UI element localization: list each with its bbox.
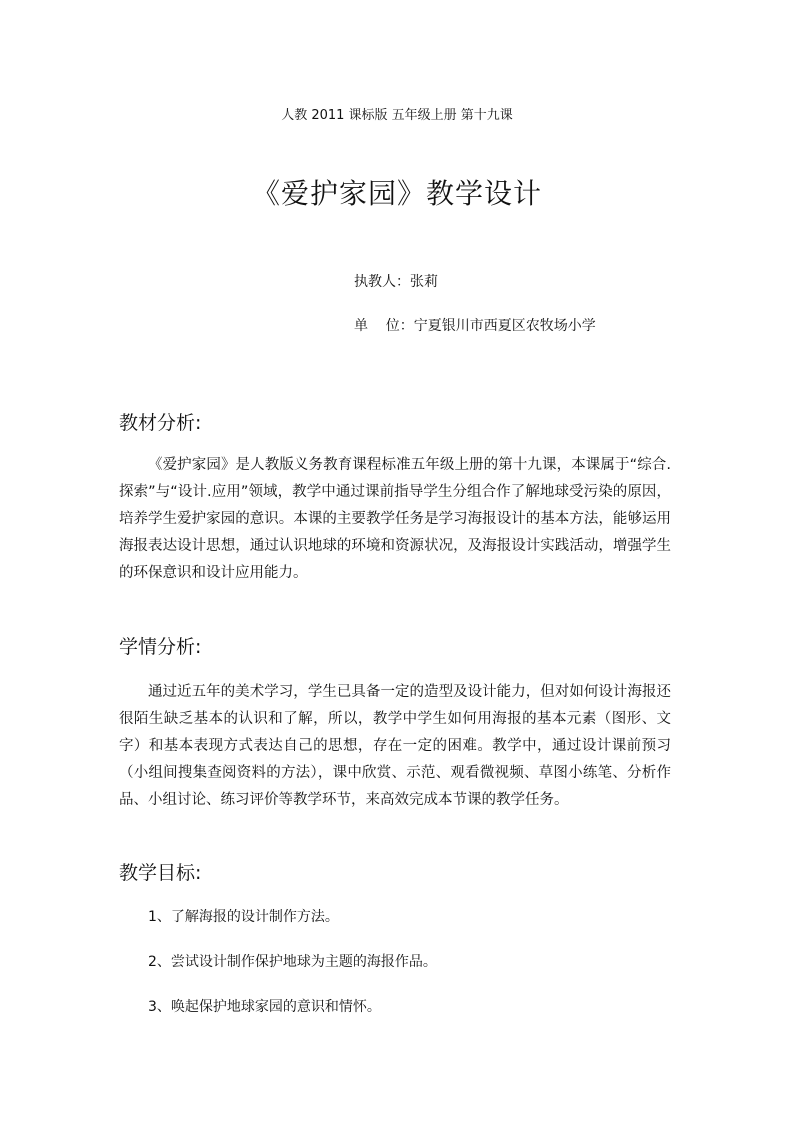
goal-item: 2、尝试设计制作保护地球为主题的海报作品。 bbox=[148, 954, 437, 970]
teacher-line: 执教人：张莉 bbox=[354, 274, 438, 290]
document-subheader: 人教 2011 课标版 五年级上册 第十九课 bbox=[281, 108, 513, 123]
section-heading-student-analysis: 学情分析: bbox=[119, 636, 202, 658]
paragraph-text: 《爱护家园》是人教版义务教育课程标准五年级上册的第十九课，本课属于“综合.探索”与“设计.应用”领域，教学中通过课前指导学生分组合作了解地球受污染的原因，培养学生爱护家园的意识。本课的主要教学任务是学习海报设计的基本方法，能够运用海报表达设计思想，通过认识地球的环境和资源状况，及海报设计实践活动，增强学生的环保意识和设计应用能力。 bbox=[119, 457, 671, 581]
goal-item: 3、唤起保护地球家园的意识和情怀。 bbox=[148, 999, 381, 1015]
goal-item: 1、了解海报的设计制作方法。 bbox=[148, 909, 339, 925]
paragraph-text: 通过近五年的美术学习，学生已具备一定的造型及设计能力，但对如何设计海报还很陌生缺乏基本的认识和了解，所以，教学中学生如何用海报的基本元素（图形、文字）和基本表现方式表达自己的思想，存在一定的困难。教学中，通过设计课前预习（小组间搜集查阅资料的方法），课中欣赏、示范、观看微视频、草图小练笔、分析作品、小组讨论、练习评价等教学环节，来高效完成本节课的教学任务。 bbox=[119, 684, 671, 808]
section-heading-teaching-goals: 教学目标: bbox=[119, 862, 202, 884]
textbook-analysis-paragraph bbox=[119, 452, 671, 587]
document-title: 《爱护家园》教学设计 bbox=[251, 177, 542, 210]
section-heading-textbook-analysis: 教材分析: bbox=[119, 412, 202, 434]
unit-line: 单 位：宁夏银川市西夏区农牧场小学 bbox=[354, 318, 596, 334]
student-analysis-paragraph bbox=[119, 679, 671, 814]
